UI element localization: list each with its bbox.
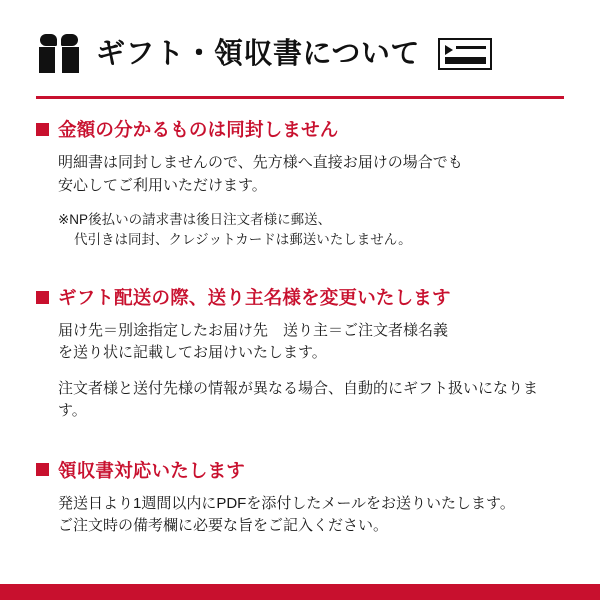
content-area <box>0 116 600 538</box>
section-body <box>58 493 564 539</box>
square-bullet-icon <box>36 291 49 304</box>
section-body-line: 届け先＝別途指定したお届け先 送り主＝ご注文者様名義 <box>58 322 449 340</box>
section-heading <box>36 116 564 142</box>
section-body-line: 発送日より1週間以内にPDFを添付したメールをお送りいたします。 <box>58 494 515 512</box>
spacer <box>36 364 564 378</box>
page-title: ギフト・領収書について <box>96 37 420 70</box>
gift-bow-left <box>40 34 57 46</box>
receipt-arrow-icon <box>445 45 453 55</box>
header-divider <box>36 96 564 99</box>
spacer <box>36 272 564 284</box>
receipt-line-top <box>456 46 486 49</box>
receipt-icon <box>438 38 492 70</box>
section-body-line: 明細書は同封しませんので、先方様へ直接お届けの場合でも <box>58 154 463 171</box>
section-note-line: 代引きは同封、クレジットカードは郵送いたしません。 <box>74 231 412 247</box>
page-header <box>0 0 600 78</box>
bottom-accent-bar <box>0 584 600 600</box>
section-body <box>58 320 564 364</box>
section-note <box>58 210 564 251</box>
receipt-line-bottom <box>445 57 486 64</box>
section-heading-label: 金額の分かるものは同封しません <box>58 119 339 140</box>
gift-ribbon <box>55 47 62 73</box>
square-bullet-icon <box>36 123 49 136</box>
section-heading <box>36 284 564 310</box>
gift-box-icon <box>36 34 82 74</box>
section-extra-note: 注文者様と送付先様の情報が異なる場合、自動的にギフト扱いになります。 <box>58 379 539 420</box>
gift-bow-right <box>61 34 78 46</box>
section-note-line: ※NP後払いの請求書は後日注文者様に郵送、 <box>58 211 332 227</box>
section-heading-label: 領収書対応いたします <box>58 459 246 481</box>
section-body-line: を送り状に記載してお届けいたします。 <box>58 343 327 361</box>
section-heading-label: ギフト配送の際、送り主名様を変更いたします <box>58 287 451 309</box>
square-bullet-icon <box>36 463 49 476</box>
section-body <box>58 152 564 198</box>
spacer <box>36 445 564 457</box>
section-gift-sender-change <box>36 284 564 423</box>
section-heading <box>36 457 564 483</box>
section-body-line: ご注文時の備考欄に必要な旨をご記入ください。 <box>58 517 389 535</box>
section-body-line: 安心してご利用いただけます。 <box>58 176 267 194</box>
section-receipt-support <box>36 457 564 539</box>
section-no-price-enclosed <box>36 116 564 250</box>
